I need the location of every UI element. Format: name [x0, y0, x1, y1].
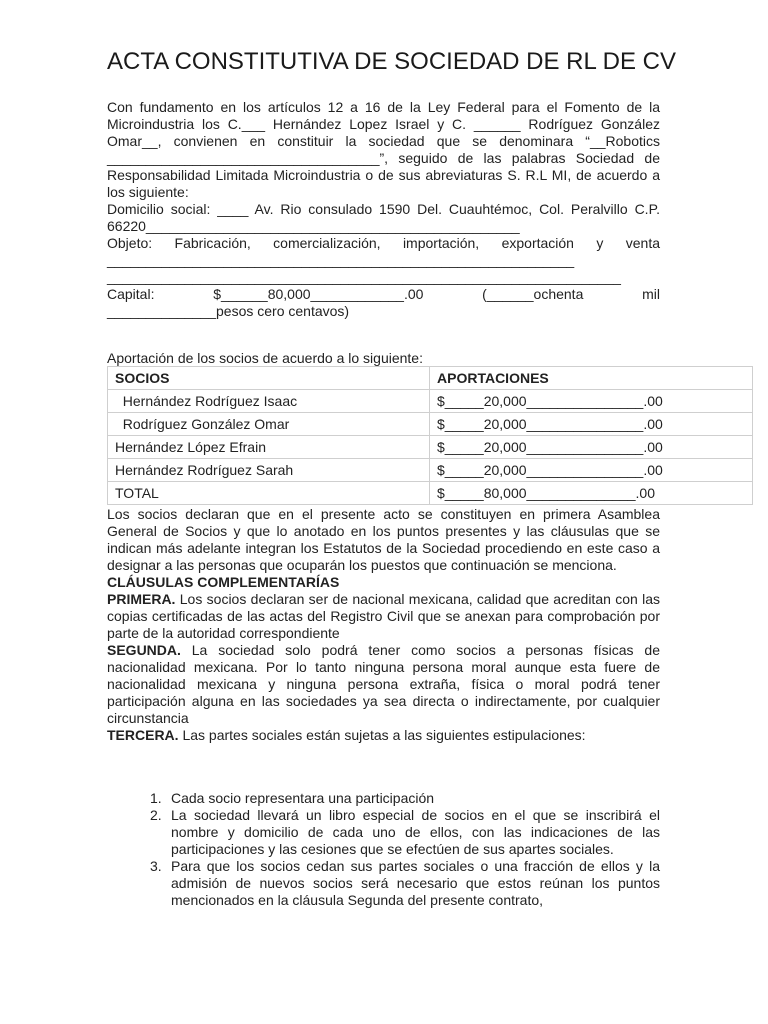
clausula-tercera — [107, 727, 660, 744]
socio-name: Hernández López Efrain — [108, 436, 430, 459]
list-item — [141, 790, 660, 807]
clauses-section — [107, 506, 660, 744]
capital-mil: mil — [642, 286, 660, 302]
table-row — [108, 436, 753, 459]
list-number: 1. — [150, 790, 162, 806]
table-total-row — [108, 482, 753, 505]
list-item — [141, 807, 660, 858]
objeto-blank-line-2: __________________________________________________________________ — [107, 269, 621, 285]
primera-label: PRIMERA. — [107, 591, 176, 607]
capital-words-continued: ______________pesos cero centavos) — [107, 303, 350, 319]
socios-table — [107, 366, 753, 505]
list-item — [141, 858, 660, 909]
table-header-row — [108, 367, 753, 390]
clausulas-heading: CLÁUSULAS COMPLEMENTARÍAS — [107, 574, 340, 590]
clausula-primera — [107, 591, 660, 642]
header-aportaciones: APORTACIONES — [430, 367, 753, 390]
tercera-text: Las partes sociales están sujetas a las siguientes estipulaciones: — [178, 727, 586, 743]
table-row — [108, 390, 753, 413]
header-socios: SOCIOS — [108, 367, 430, 390]
objeto-line: Objeto: Fabricación, comercialización, importación, exportación y venta — [107, 235, 660, 251]
document-title: ACTA CONSTITUTIVA DE SOCIEDAD DE RL DE CV — [107, 48, 676, 75]
estipulaciones-list — [141, 790, 660, 909]
capital-amount: $______80,000____________.00 — [213, 286, 424, 302]
capital-label: Capital: — [107, 286, 155, 302]
total-aportacion: $_____80,000______________.00 — [430, 482, 753, 505]
socio-aportacion: $_____20,000_______________.00 — [430, 459, 753, 482]
list-number: 3. — [150, 858, 162, 874]
objeto-blank-line-1: ____________________________________________________________ — [107, 252, 575, 268]
list-text: Para que los socios cedan sus partes sociales o una fracción de ellos y la admisión de nuevos socios será necesario que estos reúnan los puntos mencionados en la cláusula Segunda del presente contrato, — [171, 858, 660, 908]
intro-section — [107, 99, 660, 320]
aportacion-intro: Aportación de los socios de acuerdo a lo siguiente: — [107, 350, 423, 366]
tercera-label: TERCERA. — [107, 727, 179, 743]
primera-text: Los socios declaran ser de nacional mexicana, calidad que acreditan con las copias certificadas de las actas del Registro Civil que se anexan para comprobación por parte de la autoridad correspondiente — [107, 591, 660, 641]
segunda-text: La sociedad solo podrá tener como socios a personas físicas de nacionalidad mexicana. Por lo tanto ninguna persona moral aunque esta fuere de nacionalidad mexicana y ninguna persona extraña, física o moral podrá tener participación alguna en las sociedades ya sea directa o indirectamente, por cualquier circunstancia — [107, 642, 660, 726]
list-text: Cada socio representara una participación — [171, 790, 435, 806]
table-row — [108, 459, 753, 482]
socio-aportacion: $_____20,000_______________.00 — [430, 413, 753, 436]
intro-paragraph: Con fundamento en los artículos 12 a 16 de la Ley Federal para el Fomento de la Microindustria los C.___ Hernández Lopez Israel y C. ______ Rodríguez González Omar__, convienen en constituir la sociedad que se denominara “__Robotics ___________________________________”, seguido de las palabras Sociedad de Responsabilidad Limitada Microindustria o de sus abreviaturas S. R.L MI, de acuerdo a los siguiente: — [107, 99, 660, 200]
socio-name: Rodríguez González Omar — [108, 413, 430, 436]
capital-line — [107, 286, 660, 303]
clausula-segunda — [107, 642, 660, 727]
total-label: TOTAL — [108, 482, 430, 505]
declaracion-paragraph: Los socios declaran que en el presente acto se constituyen en primera Asamblea General de Socios y que lo anotado en los puntos presentes y las cláusulas que se indican más adelante integran los Estatutos de la Sociedad procediendo en este caso a designar a las personas que ocuparán los puestos que continuación se menciona. — [107, 506, 660, 573]
capital-words: (______ochenta — [482, 286, 584, 302]
segunda-label: SEGUNDA. — [107, 642, 181, 658]
table-row — [108, 413, 753, 436]
socio-name: Hernández Rodríguez Sarah — [108, 459, 430, 482]
socio-name: Hernández Rodríguez Isaac — [108, 390, 430, 413]
list-text: La sociedad llevará un libro especial de socios en el que se inscribirá el nombre y domicilio de cada uno de ellos, con las indicaciones de las participaciones y las cesiones que se efectúen de sus apartes sociales. — [171, 807, 660, 857]
socio-aportacion: $_____20,000_______________.00 — [430, 390, 753, 413]
list-number: 2. — [150, 807, 162, 823]
socio-aportacion: $_____20,000_______________.00 — [430, 436, 753, 459]
domicilio-social: Domicilio social: ____ Av. Rio consulado 1590 Del. Cuauhtémoc, Col. Peralvillo C.P. 66220________________________________________________ — [107, 201, 660, 234]
